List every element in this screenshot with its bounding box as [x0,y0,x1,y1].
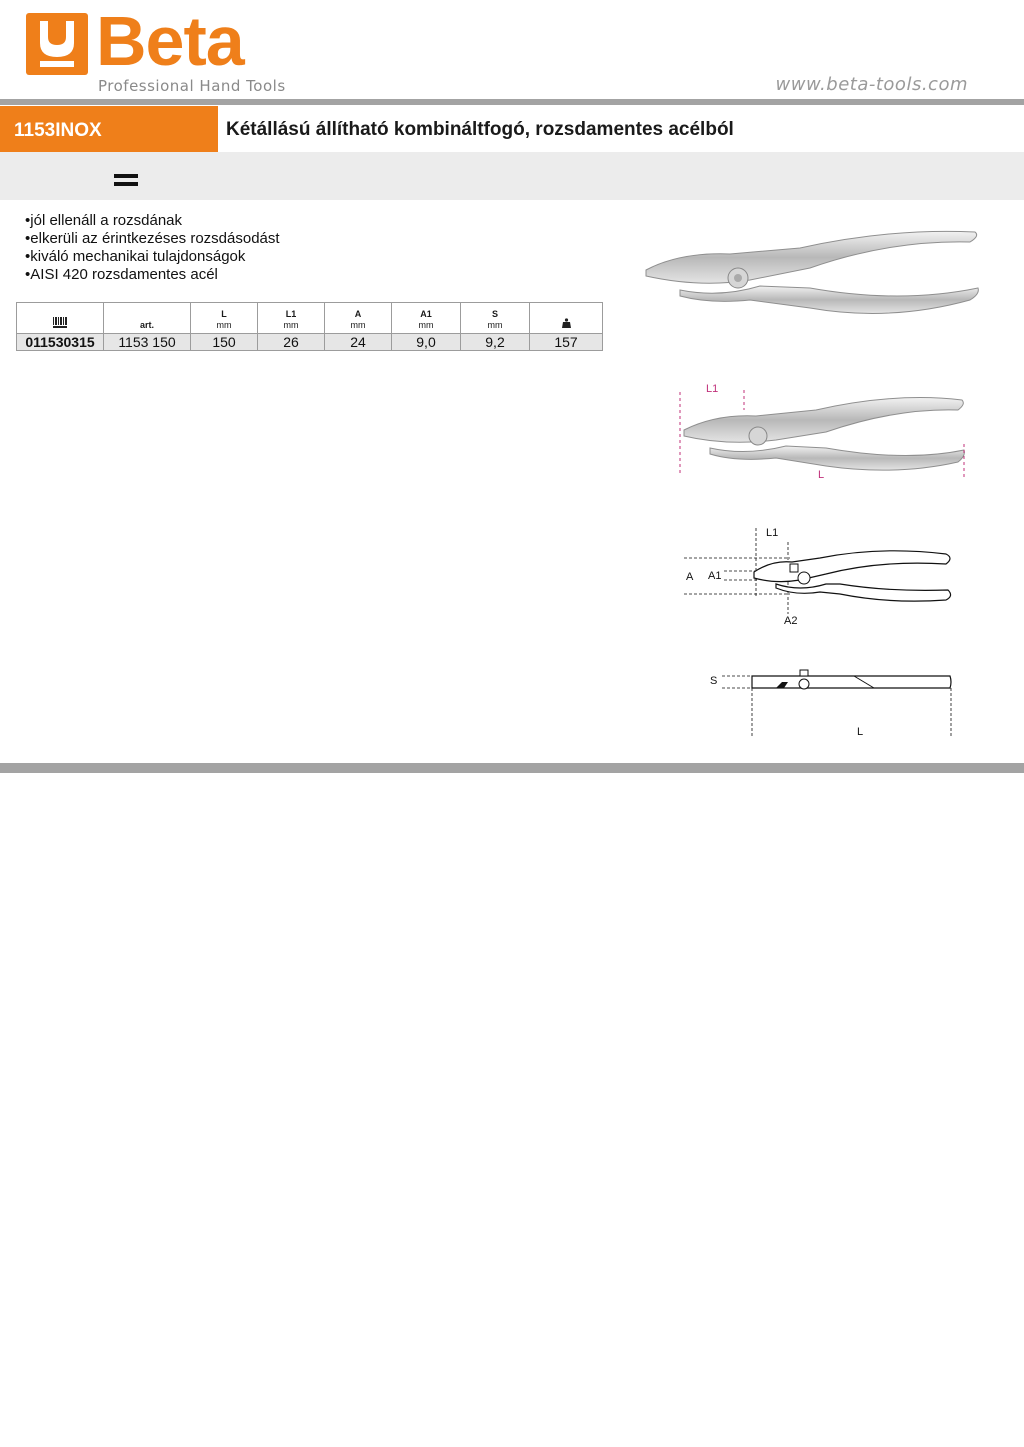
table-header-row [17,303,603,334]
feature-list [25,212,280,284]
pliers-photo [640,218,985,328]
column-header-weight [530,303,603,334]
drawing-label-a: A [686,571,694,583]
column-label: L1 [285,309,297,319]
drawing-label-a1: A1 [708,570,722,582]
drawing-label-a2: A2 [784,615,798,627]
product-title: Kétállású állítható kombináltfogó, rozsdamentes acélból [226,119,734,140]
brand-tagline: Professional Hand Tools [98,77,286,95]
table-cell-weight: 157 [530,334,603,351]
subheader-band [0,152,1024,200]
column-unit: mm [216,320,232,330]
pliers-technical-drawing [680,522,960,630]
feature-item: • AISI 420 rozsdamentes acél [25,266,280,284]
table-cell-art: 1153 150 [104,334,191,351]
table-cell-s: 9,2 [461,334,530,351]
brand-name: Beta [96,2,244,80]
drawing-label-l: L [857,726,864,738]
column-unit: mm [487,320,503,330]
column-unit: mm [283,320,299,330]
column-label: A [354,309,362,319]
table-cell-a1: 9,0 [392,334,461,351]
column-label: A1 [420,309,432,319]
column-unit: mm [418,320,434,330]
weight-icon [562,318,571,328]
spec-table [16,302,603,351]
column-header-a1 [392,303,461,334]
beta-logo-icon [26,13,88,75]
column-label: art. [139,320,154,330]
feature-item: • kiváló mechanikai tulajdonságok [25,248,280,266]
table-cell-l1: 26 [258,334,325,351]
dimension-label-l: L [818,469,825,481]
barcode-icon [53,317,67,328]
column-unit: mm [350,320,366,330]
equals-icon [114,174,138,188]
drawing-label-s: S [710,675,718,687]
column-header-a [325,303,392,334]
feature-item: • elkerüli az érintkezéses rozsdásodást [25,230,280,248]
table-row [17,334,603,351]
column-header-l [191,303,258,334]
table-cell-l: 150 [191,334,258,351]
header-divider [0,99,1024,105]
table-cell-a: 24 [325,334,392,351]
pliers-dimension-photo [676,378,971,484]
column-header-l1 [258,303,325,334]
product-code: 1153INOX [14,120,102,141]
website-link[interactable]: www.beta-tools.com [775,74,968,95]
column-header-barcode [17,303,104,334]
column-label: L [221,309,227,319]
column-header-s [461,303,530,334]
feature-item: • jól ellenáll a rozsdának [25,212,280,230]
column-header-art [104,303,191,334]
footer-divider [0,763,1024,773]
column-label: S [491,309,498,319]
drawing-label-l1: L1 [766,527,779,539]
dimension-label-l1: L1 [706,383,719,395]
pliers-side-drawing [704,664,960,742]
table-cell-code: 011530315 [17,334,104,351]
